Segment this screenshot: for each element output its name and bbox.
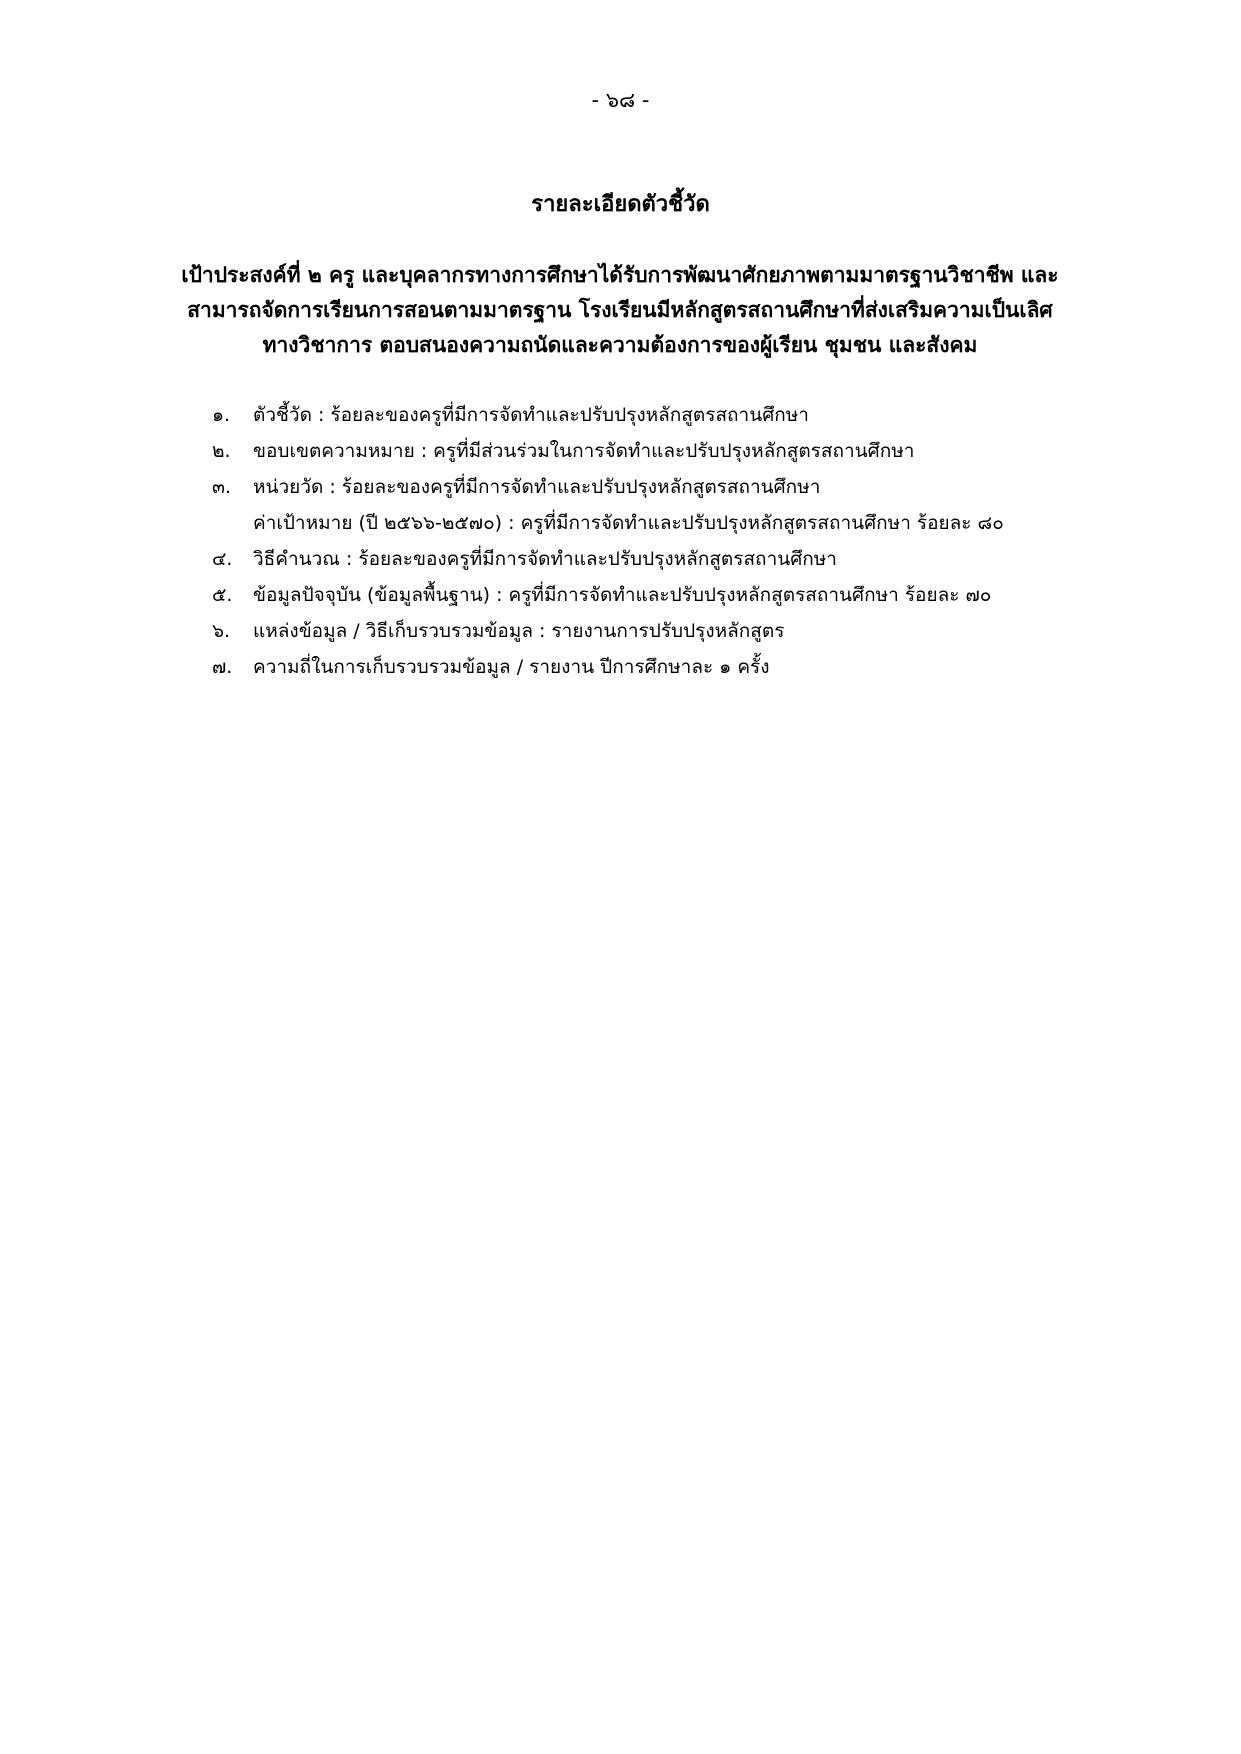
list-item [212, 433, 1112, 469]
item-subtext: ค่าเป้าหมาย (ปี ๒๕๖๖-๒๕๗๐) : ครูที่มีการจัดทำและปรับปรุงหลักสูตรสถานศึกษา ร้อยละ ๘๐ [253, 512, 1004, 534]
item-number: ๑. [212, 404, 231, 426]
goal-line: สามารถจัดการเรียนการสอนตามมาตรฐาน โรงเรียนมีหลักสูตรสถานศึกษาที่ส่งเสริมความเป็นเลิศ [187, 298, 1053, 322]
page-number: - ๖๘ - [591, 88, 650, 112]
list-item [212, 577, 1112, 613]
item-text: ความถี่ในการเก็บรวบรวมข้อมูล / รายงาน ปีการศึกษาละ ๑ ครั้ง [253, 656, 770, 678]
item-number: ๖. [212, 620, 231, 642]
item-text: หน่วยวัด : ร้อยละของครูที่มีการจัดทำและปรับปรุงหลักสูตรสถานศึกษา [253, 476, 821, 498]
item-text: วิธีคำนวณ : ร้อยละของครูที่มีการจัดทำและปรับปรุงหลักสูตรสถานศึกษา [253, 548, 837, 570]
item-number: ๓. [212, 476, 232, 498]
item-number: ๒. [212, 440, 231, 462]
item-number: ๗. [212, 656, 233, 678]
item-number: ๕. [212, 584, 233, 606]
list-item [212, 397, 1112, 433]
goal-statement [150, 258, 1090, 363]
item-text: ขอบเขตความหมาย : ครูที่มีส่วนร่วมในการจัดทำและปรับปรุงหลักสูตรสถานศึกษา [253, 440, 915, 462]
indicator-detail-list [212, 397, 1112, 685]
list-item [212, 613, 1112, 649]
goal-line: ทางวิชาการ ตอบสนองความถนัดและความต้องการของผู้เรียน ชุมชน และสังคม [262, 333, 978, 357]
document-title: รายละเอียดตัวชี้วัด [531, 192, 710, 217]
list-item [212, 469, 1112, 541]
item-text: ตัวชี้วัด : ร้อยละของครูที่มีการจัดทำและปรับปรุงหลักสูตรสถานศึกษา [253, 404, 809, 426]
item-text: ข้อมูลปัจจุบัน (ข้อมูลพื้นฐาน) : ครูที่มีการจัดทำและปรับปรุงหลักสูตรสถานศึกษา ร้อยละ ๗๐ [253, 584, 992, 606]
list-item [212, 541, 1112, 577]
list-item [212, 649, 1112, 685]
item-text: แหล่งข้อมูล / วิธีเก็บรวบรวมข้อมูล : รายงานการปรับปรุงหลักสูตร [253, 620, 785, 642]
goal-line: เป้าประสงค์ที่ ๒ ครู และบุคลากรทางการศึกษาได้รับการพัฒนาศักยภาพตามมาตรฐานวิชาชีพ และ [181, 263, 1059, 287]
item-number: ๔. [212, 548, 233, 570]
